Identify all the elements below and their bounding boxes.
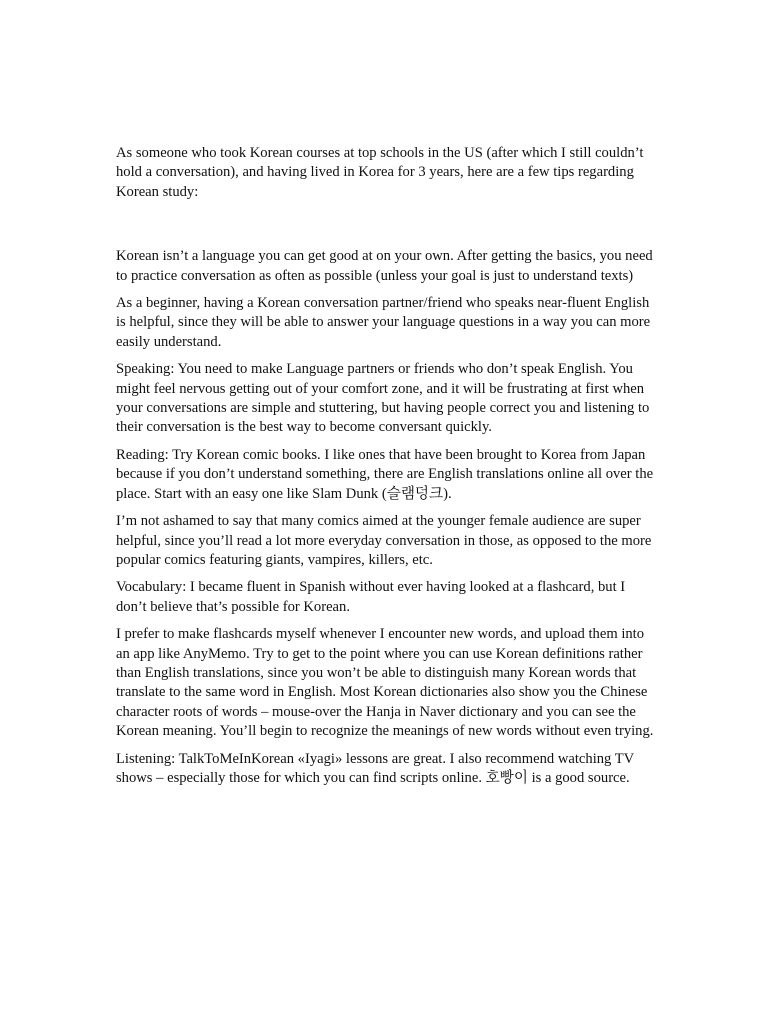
paragraph-intro: As someone who took Korean courses at top schools in the US (after which I still couldn’t hold a conversation), and having lived in Korea for 3 years, here are a few tips regarding Korean study: xyxy=(116,145,644,200)
paragraph-practice: Korean isn’t a language you can get good at on your own. After getting the basics, you need to practice conversation as often as possible (unless your goal is just to understand texts) xyxy=(116,248,653,284)
paragraph-flashcards: I prefer to make flashcards myself whenever I encounter new words, and upload them into an app like AnyMemo. Try to get to the point where you can use Korean definitions rather than English translations, since you won’t be able to distinguish many Korean words that translate to the same word in English. Most Korean dictionaries also show you the Chinese character roots of words – mouse-over the Hanja in Naver dictionary and you can see the Korean meaning. You’ll begin to recognize the meanings of new words without even trying. xyxy=(116,626,654,740)
paragraph-vocabulary: Vocabulary: I became fluent in Spanish without ever having looked at a flashcard, but I don’t believe that’s possible for Korean. xyxy=(116,579,626,615)
paragraph-comics: I’m not ashamed to say that many comics aimed at the younger female audience are super helpful, since you’ll read a lot more everyday conversation in those, as opposed to the more popular comics featuring giants, vampires, killers, etc. xyxy=(116,513,652,568)
document-body xyxy=(116,144,654,796)
paragraph-reading: Reading: Try Korean comic books. I like ones that have been brought to Korea from Japan because if you don’t understand something, there are English translations online all over the place. Start with an easy one like Slam Dunk (슬램덩크). xyxy=(116,446,654,502)
paragraph-listening: Listening: TalkToMeInKorean «Iyagi» lessons are great. I also recommend watching TV shows – especially those for which you can find scripts online. 호빵이 is a good source. xyxy=(116,750,634,786)
paragraph-beginner: As a beginner, having a Korean conversation partner/friend who speaks near-fluent English is helpful, since they will be able to answer your language questions in a way you can more easily understand. xyxy=(116,295,651,350)
paragraph-speaking: Speaking: You need to make Language partners or friends who don’t speak English. You might feel nervous getting out of your comfort zone, and it will be frustrating at first when your conversations are simple and stuttering, but having people correct you and listening to their conversation is the best way to become conversant quickly. xyxy=(116,361,650,436)
